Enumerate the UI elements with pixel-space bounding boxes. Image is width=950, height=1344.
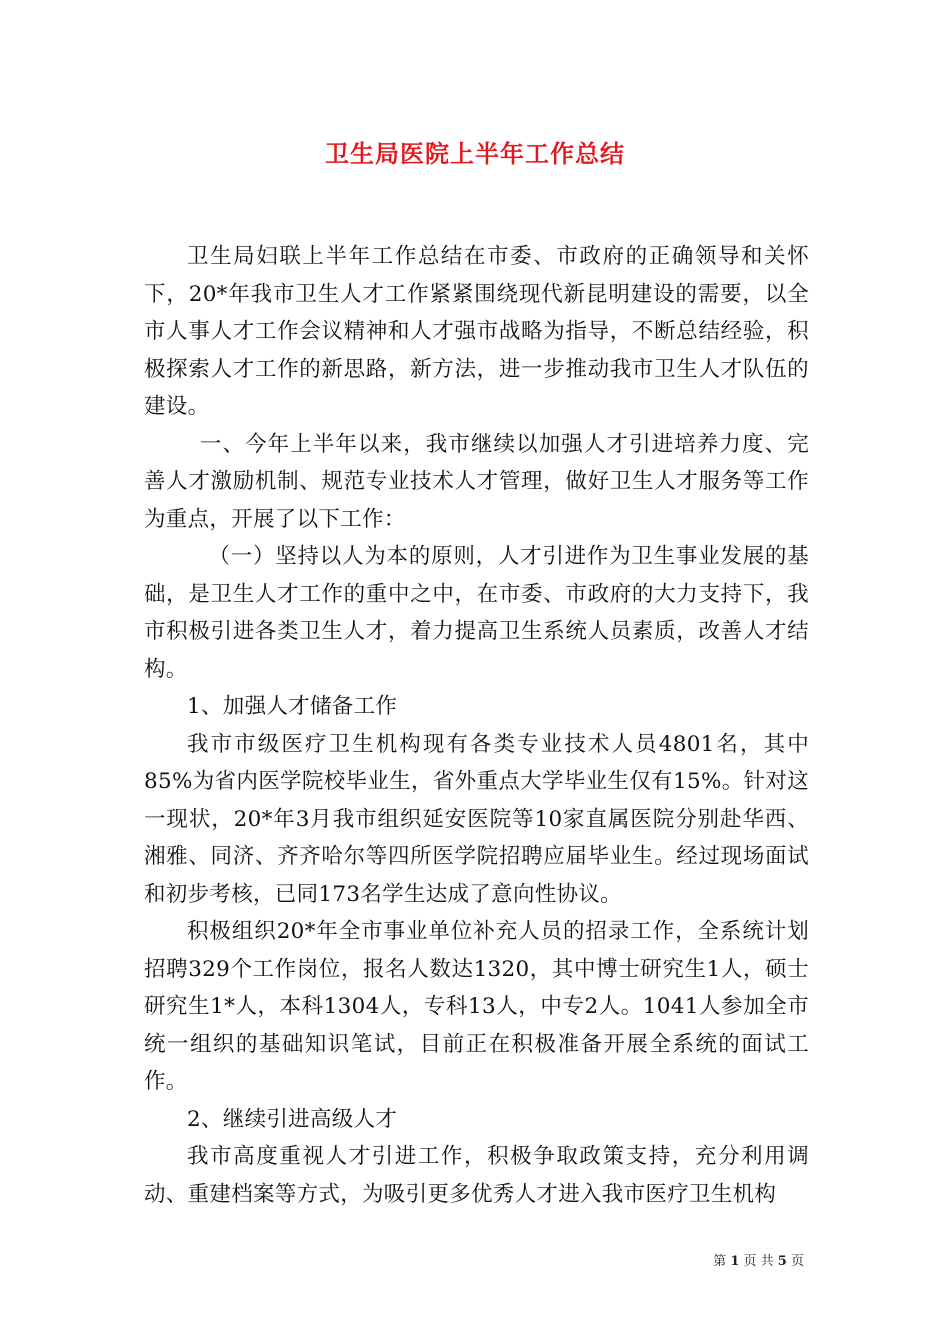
paragraph-section-1: 一、今年上半年以来，我市继续以加强人才引进培养力度、完善人才激励机制、规范专业技术人才管理，做好卫生人才服务等工作为重点，开展了以下工作： bbox=[144, 431, 809, 532]
paragraph-talent-reserve: 我市市级医疗卫生机构现有各类专业技术人员4801名，其中85%为省内医学院校毕业生，省外重点大学毕业生仅有15%。针对这一现状，20*年3月我市组织延安医院等10家直属医院分别赴华西、湘雅、同济、齐齐哈尔等四所医学院招聘应届毕业生。经过现场面试和初步考核，已同173名学生达成了意向性协议。 bbox=[144, 731, 809, 907]
paragraph-heading-2: 2、继续引进高级人才 bbox=[187, 1106, 398, 1132]
footer-current-page: 1 bbox=[730, 1254, 740, 1269]
footer-total-pages: 5 bbox=[777, 1254, 787, 1269]
page-number-footer bbox=[713, 1250, 804, 1269]
paragraph-recruitment: 积极组织20*年全市事业单位补充人员的招录工作，全系统计划招聘329个工作岗位，报名人数达1320，其中博士研究生1人，硕士研究生1*人，本科1304人，专科13人，中专2人。1041人参加全市统一组织的基础知识笔试，目前正在积极准备开展全系统的面试工作。 bbox=[144, 919, 809, 1094]
document-body bbox=[144, 238, 809, 1213]
paragraph-intro: 卫生局妇联上半年工作总结在市委、市政府的正确领导和关怀下，20*年我市卫生人才工作紧紧围绕现代新昆明建设的需要，以全市人事人才工作会议精神和人才强市战略为指导，不断总结经验，积极探索人才工作的新思路，新方法，进一步推动我市卫生人才队伍的建设。 bbox=[144, 244, 809, 419]
footer-prefix: 第 bbox=[713, 1254, 727, 1269]
paragraph-heading-1: 1、加强人才储备工作 bbox=[187, 694, 398, 719]
document-title: 卫生局医院上半年工作总结 bbox=[325, 139, 625, 168]
paragraph-subsection-1: （一）坚持以人为本的原则，人才引进作为卫生事业发展的基础，是卫生人才工作的重中之中，在市委、市政府的大力支持下，我市积极引进各类卫生人才，着力提高卫生系统人员素质，改善人才结构。 bbox=[144, 544, 809, 682]
footer-middle: 页 共 bbox=[743, 1254, 774, 1269]
paragraph-senior-talent: 我市高度重视人才引进工作，积极争取政策支持，充分利用调动、重建档案等方式，为吸引更多优秀人才进入我市医疗卫生机构 bbox=[144, 1144, 809, 1207]
footer-suffix: 页 bbox=[790, 1254, 804, 1269]
